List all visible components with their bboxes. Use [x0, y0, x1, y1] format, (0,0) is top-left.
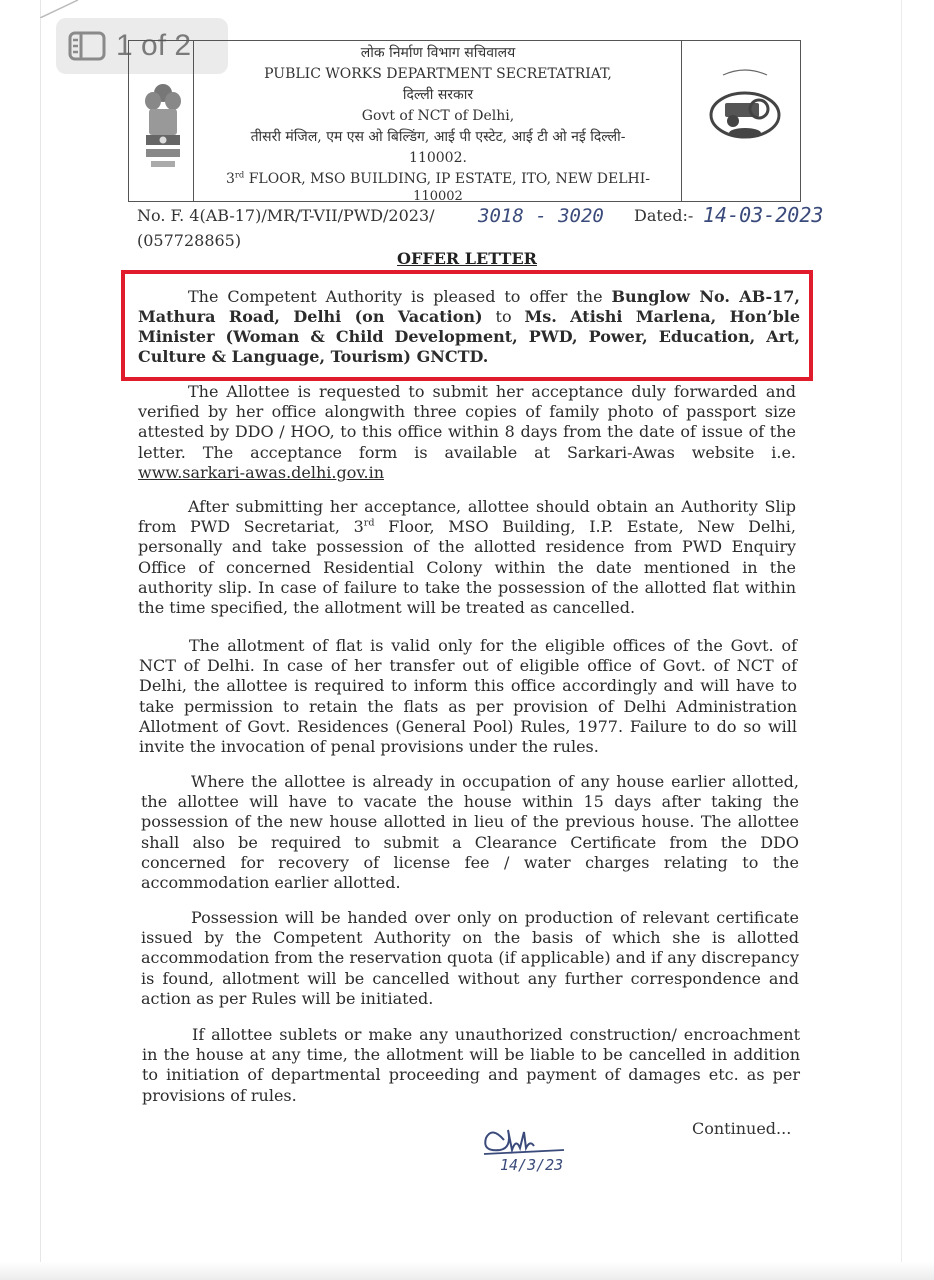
pin-english: 110002 — [413, 189, 463, 204]
govt-english: Govt of NCT of Delhi, — [361, 108, 515, 124]
pin-hindi: 110002. — [409, 150, 467, 166]
letterhead-divider-right — [681, 41, 682, 201]
page-sidebar-icon — [68, 31, 106, 61]
signature-date: 14/3/23 — [500, 1156, 564, 1174]
page-corner-line — [40, 0, 80, 18]
page-indicator-text: 1 of 2 — [116, 29, 192, 62]
page-bottom-edge — [0, 1262, 934, 1280]
offer-paragraph: The Competent Authority is pleased to offer the Bunglow No. AB-17, Mathura Road, Delhi (on Vacation) to Ms. Atishi Marlena, Hon’ble Minister (Woman & Child Development, PWD, Power, Education, Art, Culture & Language, Tourism) GNCTD. — [138, 287, 801, 366]
address-hindi: तीसरी मंजिल, एम एस ओ बिल्डिंग, आई पी एस्टेट, आई टी ओ नई दिल्ली- — [250, 129, 626, 145]
paragraph-sublet: If allottee sublets or make any unauthorized construction/ encroachment in the house at any time, the allotment will be liable to be cancelled in addition to initiation of departmental proceeding and payment of damages etc. as per provisions of rules. — [142, 1025, 800, 1105]
file-number: No. F. 4(AB-17)/MR/T-VII/PWD/2023/ — [137, 206, 435, 225]
handwritten-signature — [482, 1118, 592, 1178]
secretariat-english: PUBLIC WORKS DEPARTMENT SECRETATRIAT, — [264, 66, 612, 82]
allottee-name: Ms. Atishi Marlena, Hon’ble Minister (Woman & Child Development, PWD, Power, Education, Art, Culture & Language, Tourism) GNCTD. — [138, 307, 801, 366]
govt-hindi: दिल्ली सरकार — [402, 87, 474, 103]
paragraph-validity: The allotment of flat is valid only for the eligible offices of the Govt. of NCT of Delhi. In case of her transfer out of eligible office of Govt. of NCT of Delhi, the allottee is required to inform this office accordingly and will have to take permission to retain the flats as per provision of Delhi Administration Allotment of Govt. Residences (General Pool) Rules, 1977. Failure to do so will invite the invocation of penal provisions under the rules. — [139, 636, 797, 757]
handwritten-number-range: 3018 - 3020 — [478, 205, 604, 227]
paragraph-acceptance: The Allottee is requested to submit her acceptance duly forwarded and verified by her office alongwith three copies of family photo of passport size attested by DDO / HOO, to this office within 8 days from the date of issue of the letter. The acceptance form is available at Sarkari-Awas website i.e. www.sarkari-awas.delhi.gov.in — [138, 382, 796, 482]
dated-label: Dated:- — [634, 206, 694, 225]
letterhead-divider-left — [193, 41, 194, 201]
pwd-logo-icon — [703, 63, 787, 147]
continued-note: Continued... — [692, 1119, 792, 1138]
paragraph-vacate: Where the allottee is already in occupation of any house earlier allotted, the allottee will have to vacate the house within 15 days after taking the possession of the new house allotted in lieu of the previous house. The allottee shall also be required to submit a Clearance Certificate from the DDO concerned for recovery of license fee / water charges relating to the accommodation earlier allotted. — [141, 772, 799, 893]
handwritten-date: 14-03-2023 — [703, 203, 824, 227]
paragraph-authority-slip: After submitting her acceptance, allottee should obtain an Authority Slip from PWD Secretariat, 3rd Floor, MSO Building, I.P. Estate, New Delhi, personally and take possession of the allotted residence from PWD Enquiry Office of concerned Residential Colony within the date mentioned in the authority slip. In case of failure to take the possession of the allotted flat within the time specified, the allotment will be treated as cancelled. — [138, 497, 796, 618]
letterhead — [128, 40, 801, 202]
paragraph-possession: Possession will be handed over only on production of relevant certificate issued by the Competent Authority on the basis of which she is allotted accommodation from the reservation quota (if applicable) and if any discrepancy is found, allotment will be cancelled without any further correspondence and action as per Rules will be initiated. — [141, 908, 799, 1008]
national-emblem-icon — [141, 81, 185, 177]
file-code: (057728865) — [137, 231, 242, 250]
bungalow-address: Bunglow No. AB-17, Mathura Road, Delhi (on Vacation) — [138, 287, 801, 326]
sarkari-awas-link[interactable]: www.sarkari-awas.delhi.gov.in — [138, 462, 385, 482]
document-title: OFFER LETTER — [397, 249, 537, 268]
secretariat-hindi: लोक निर्माण विभाग सचिवालय — [360, 45, 516, 61]
letterhead-address-block — [195, 43, 681, 204]
address-english: 3rd FLOOR, MSO BUILDING, IP ESTATE, ITO, NEW DELHI- — [225, 169, 651, 187]
